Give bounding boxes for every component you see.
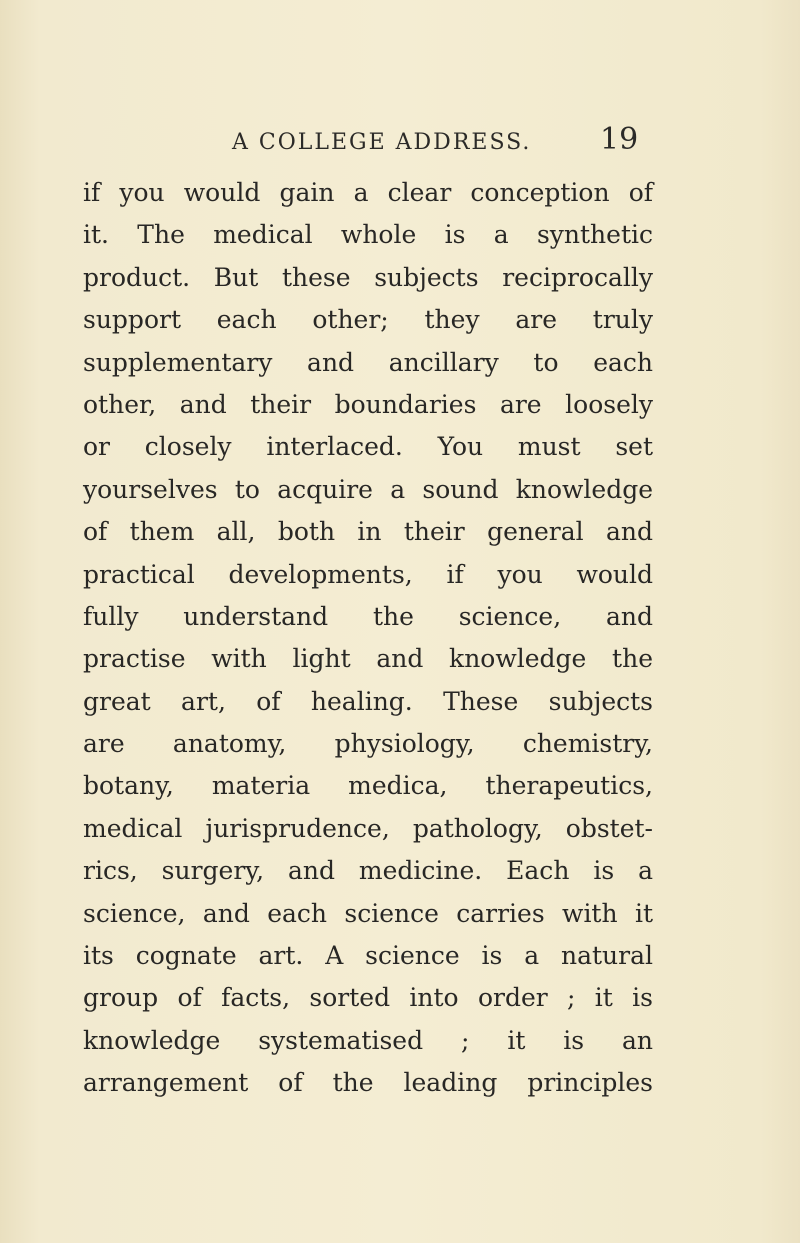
text-line: group of facts, sorted into order ; it is xyxy=(83,983,653,1013)
text-line: if you would gain a clear conception of xyxy=(83,178,653,207)
text-line: knowledge systematised ; it is an xyxy=(83,1025,653,1055)
text-line: medical jurisprudence, pathology, obstet- xyxy=(83,813,653,843)
text-line: product. But these subjects reciprocally xyxy=(83,262,653,292)
running-head-title: A COLLEGE ADDRESS. xyxy=(232,130,532,155)
text-line: it. The medical whole is a synthetic xyxy=(83,220,653,250)
text-line: support each other; they are truly xyxy=(83,305,653,335)
text-line: yourselves to acquire a sound knowledge xyxy=(83,474,653,504)
text-line: its cognate art. A science is a natural xyxy=(83,941,653,971)
text-line: practise with light and knowledge the xyxy=(83,644,653,674)
text-line: rics, surgery, and medicine. Each is a xyxy=(83,856,653,886)
text-line: practical developments, if you would xyxy=(83,559,653,589)
text-line: great art, of healing. These subjects xyxy=(83,686,653,716)
text-line: arrangement of the leading principles xyxy=(83,1068,653,1098)
text-line: fully understand the science, and xyxy=(83,601,653,631)
text-line: other, and their boundaries are loosely xyxy=(83,389,653,419)
text-line: supplementary and ancillary to each xyxy=(83,347,653,377)
page-number: 19 xyxy=(600,122,639,157)
text-line: of them all, both in their general and xyxy=(83,517,653,547)
text-line: are anatomy, physiology, chemistry, xyxy=(83,729,653,759)
text-line: botany, materia medica, therapeutics, xyxy=(83,771,653,801)
text-line: or closely interlaced. You must set xyxy=(83,432,653,462)
text-line: science, and each science carries with it xyxy=(83,898,653,928)
body-text xyxy=(83,172,653,1105)
